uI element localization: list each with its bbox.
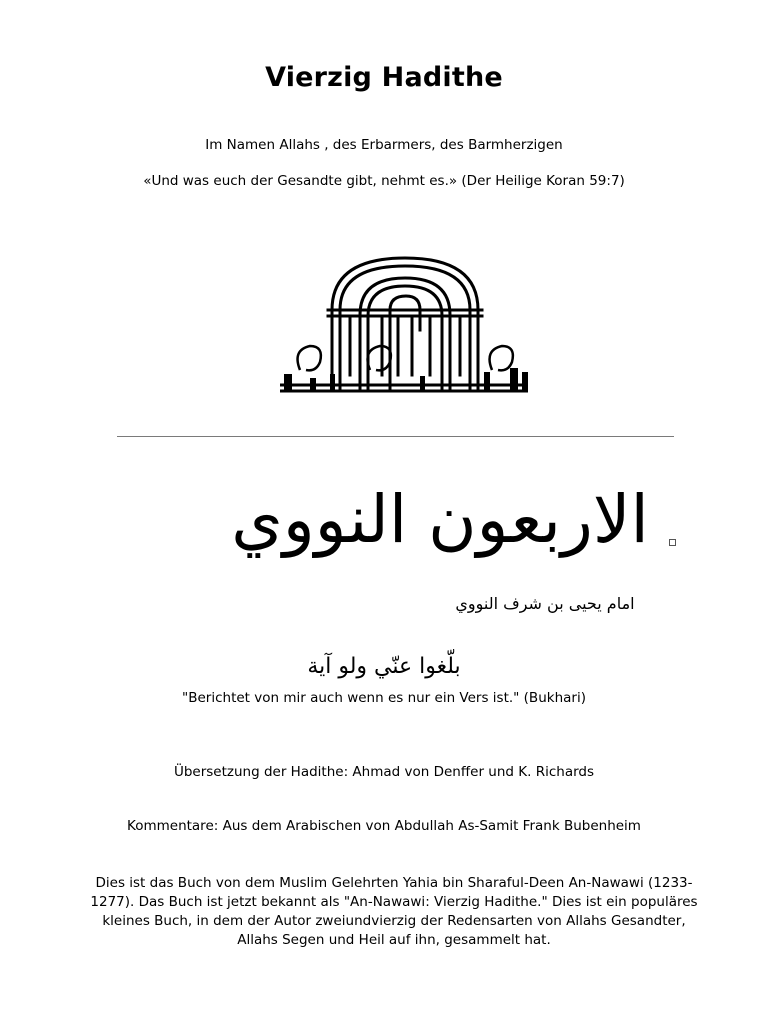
hadith-translation: "Berichtet von mir auch wenn es nur ein Vers ist." (Bukhari) bbox=[182, 690, 586, 706]
arabic-author-name: امام يحيى بن شرف النووي bbox=[455, 594, 635, 613]
intro-paragraph: Dies ist das Buch von dem Muslim Gelehrten Yahia bin Sharaful-Deen An-Nawawi (1233-1277). Das Buch ist jetzt bekannt als "An-Nawawi: Vierzig Hadithe." Dies ist ein populäres kleines Buch, in dem der Autor zweiundvierzig der Redensarten von Allahs Gesandter, Allahs Segen und Heil auf ihn, gesammelt hat. bbox=[90, 875, 698, 948]
basmala-calligraphy-image bbox=[270, 250, 540, 400]
page-title: Vierzig Hadithe bbox=[265, 62, 503, 93]
quran-quote: «Und was euch der Gesandte gibt, nehmt es.» (Der Heilige Koran 59:7) bbox=[143, 173, 625, 189]
horizontal-divider bbox=[117, 436, 674, 437]
arabic-hadith-text: بلّغوا عنّي ولو آية bbox=[307, 654, 461, 679]
invocation-line: Im Namen Allahs , des Erbarmers, des Barmherzigen bbox=[205, 137, 563, 153]
translation-credit: Übersetzung der Hadithe: Ahmad von Denffer und K. Richards bbox=[173, 764, 595, 780]
commentary-credit: Kommentare: Aus dem Arabischen von Abdullah As-Samit Frank Bubenheim bbox=[127, 818, 641, 834]
arabic-title: الاربعون النووي bbox=[231, 481, 649, 558]
square-marker-icon bbox=[669, 539, 676, 546]
